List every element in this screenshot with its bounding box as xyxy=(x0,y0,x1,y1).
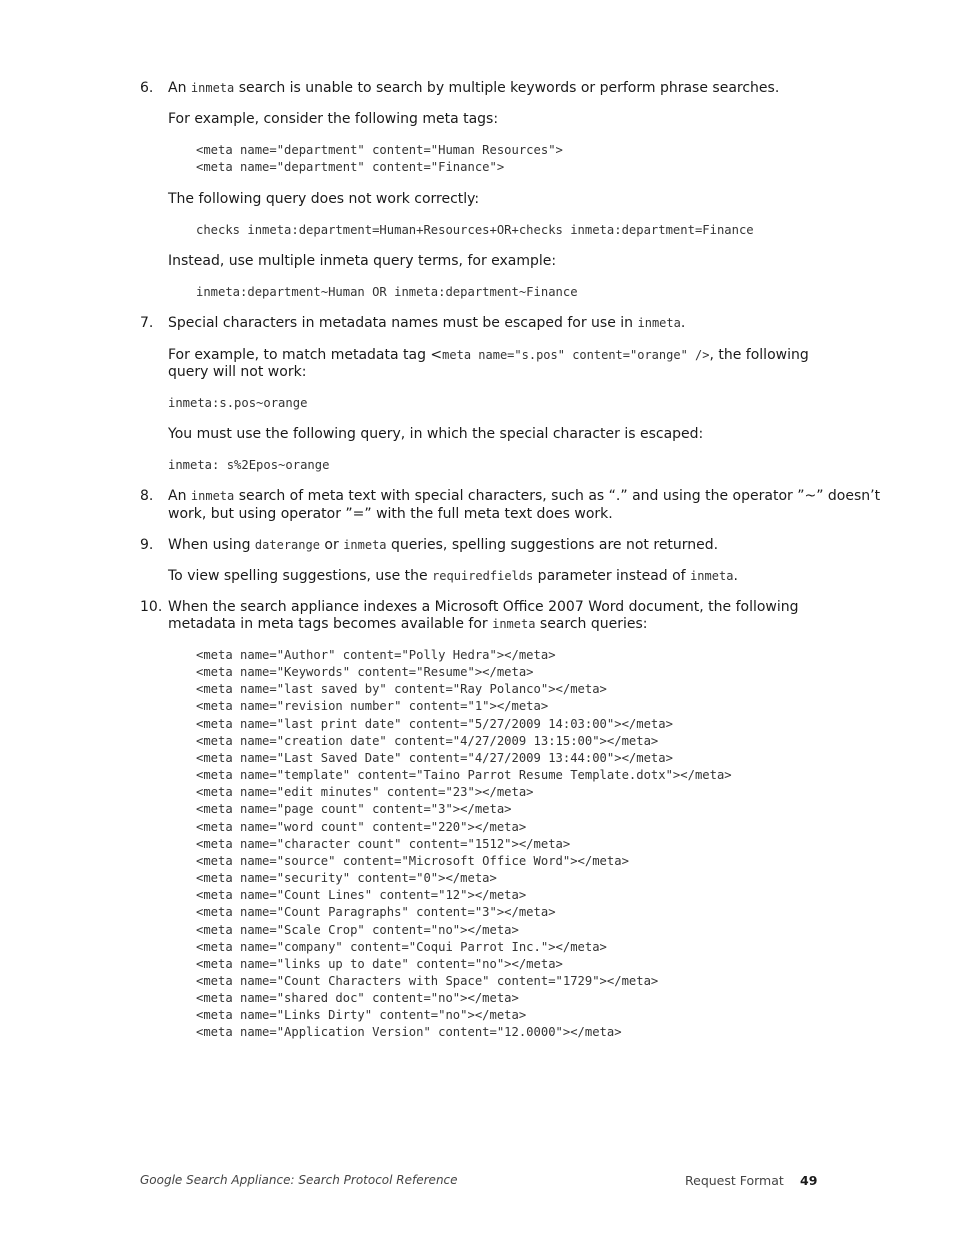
code-block: inmeta:s.pos~orange xyxy=(168,396,308,410)
inline-code: inmeta xyxy=(190,81,235,95)
code-block: checks inmeta:department=Human+Resources+OR+checks inmeta:department=Finance xyxy=(196,223,754,237)
code-block: inmeta: s%2Epos~orange xyxy=(168,458,330,472)
inline-code: daterange xyxy=(254,538,320,552)
item-number: 9. xyxy=(140,537,154,553)
item-text: work, but using operator ”=” with the full meta text does work. xyxy=(168,506,613,522)
inline-code: inmeta xyxy=(190,489,235,503)
item-number: 10. xyxy=(140,599,163,615)
inline-code: inmeta xyxy=(637,316,681,330)
paragraph: For example, consider the following meta tags: xyxy=(168,111,499,127)
paragraph: query will not work: xyxy=(168,364,307,380)
paragraph: You must use the following query, in which the special character is escaped: xyxy=(168,426,704,442)
paragraph: The following query does not work correctly: xyxy=(168,191,480,207)
item-number: 8. xyxy=(140,488,154,504)
item-text: Special characters in metadata names must be escaped for use in inmeta. xyxy=(168,315,686,331)
code-block: <meta name="Author" content="Polly Hedra"></meta> <meta name="Keywords" content="Resume"></meta> <meta name="last saved by" content="Ray Polanco"></meta> <meta name="revision number" content="1"></meta> <meta name="last print date" content="5/27/2009 14:03:00"></meta> <meta name="creation date" content="4/27/2009 13:15:00"></meta> <meta name="Last Saved Date" content="4/27/2009 13:44:00"></meta> <meta name="template" content="Taino Parrot Resume Template.dotx"></meta> <meta name="edit minutes" content="23"></meta> <meta name="page count" content="3"></meta> <meta name="word count" content="220"></meta> <meta name="character count" content="1512"></meta> <meta name="source" content="Microsoft Office Word"></meta> <meta name="security" content="0"></meta> <meta name="Count Lines" content="12"></meta> <meta name="Count Paragraphs" content="3"></meta> <meta name="Scale Crop" content="no"></meta> <meta name="company" content="Coqui Parrot Inc."></meta> <meta name="links up to date" content="no"></meta> <meta name="Count Characters with Space" content="1729"></meta> <meta name="shared doc" content="no"></meta> <meta name="Links Dirty" content="no"></meta> <meta name="Application Version" content="12.0000"></meta> xyxy=(196,648,732,1040)
item-text: An inmeta search of meta text with special characters, such as “.” and using the operator ”~” doesn’t xyxy=(168,488,881,504)
footer-page-number: 49 xyxy=(800,1173,818,1188)
footer-doc-title: Google Search Appliance: Search Protocol Reference xyxy=(140,1173,458,1187)
item-number: 6. xyxy=(140,80,154,96)
paragraph: Instead, use multiple inmeta query terms, for example: xyxy=(168,253,557,269)
code-block: inmeta:department~Human OR inmeta:department~Finance xyxy=(196,285,578,299)
paragraph: To view spelling suggestions, use the requiredfields parameter instead of inmeta. xyxy=(168,568,738,584)
inline-code: inmeta xyxy=(690,569,734,583)
paragraph: For example, to match metadata tag <meta name="s.pos" content="orange" />, the following xyxy=(168,347,809,363)
item-text: metadata in meta tags becomes available for inmeta search queries: xyxy=(168,616,648,632)
code-block: <meta name="department" content="Human Resources"> <meta name="department" content="Finance"> xyxy=(196,143,563,175)
inline-code: inmeta xyxy=(343,538,387,552)
item-text: When using daterange or inmeta queries, spelling suggestions are not returned. xyxy=(168,537,719,553)
item-text: When the search appliance indexes a Microsoft Office 2007 Word document, the following xyxy=(168,599,799,615)
inline-code: inmeta xyxy=(492,617,536,631)
footer-section: Request Format xyxy=(685,1173,784,1188)
inline-code: requiredfields xyxy=(432,569,534,583)
inline-code: meta name="s.pos" content="orange" /> xyxy=(442,348,710,362)
item-text: An inmeta search is unable to search by multiple keywords or perform phrase searches. xyxy=(168,80,780,96)
item-number: 7. xyxy=(140,315,154,331)
